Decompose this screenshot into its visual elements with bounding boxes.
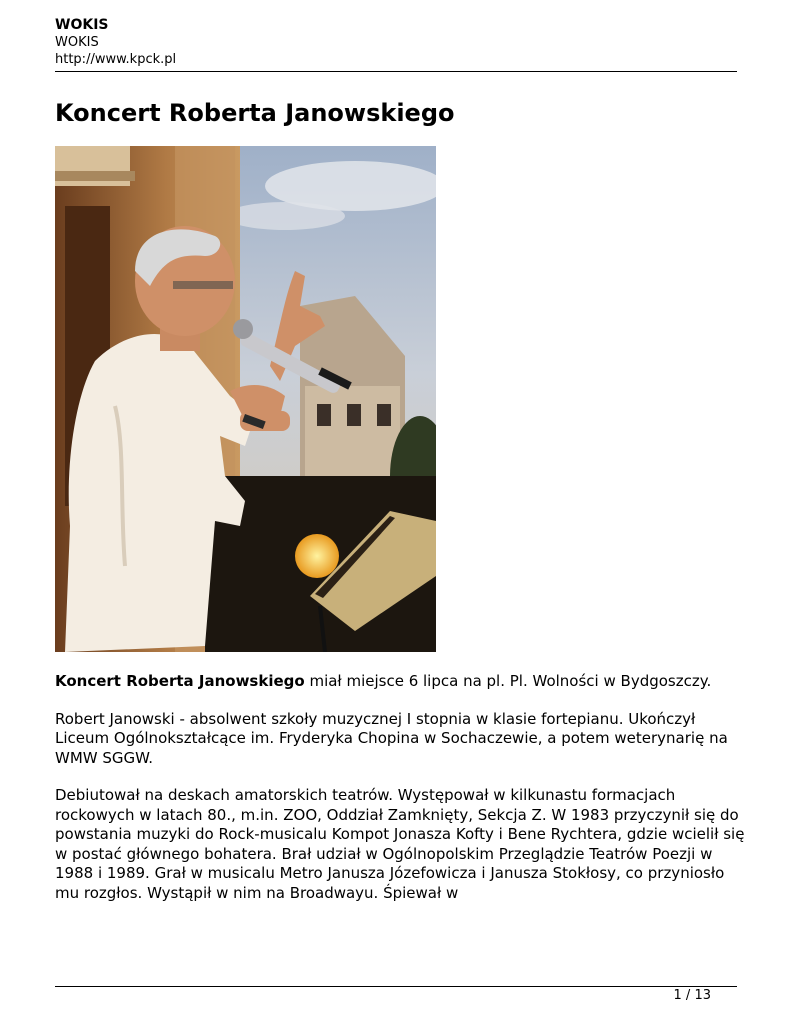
article-title: Koncert Roberta Janowskiego [55,99,455,127]
concert-photo [55,146,436,652]
site-subtitle: WOKIS [55,35,99,50]
footer-divider [55,986,737,987]
site-url-link[interactable]: http://www.kpck.pl [55,52,177,67]
lead-paragraph [55,672,745,692]
header-divider [55,71,737,72]
article-body [55,672,745,921]
lead-bold-text: Koncert Roberta Janowskiego [55,672,305,690]
paragraph-education: Robert Janowski - absolwent szkoły muzycznej I stopnia w klasie fortepianu. Ukończył Liceum Ogólnokształcące im. Fryderyka Chopina w Sochaczewie, a potem weterynarię na WMW SGGW. [55,709,728,767]
page-indicator: 1 / 13 [673,988,711,1003]
site-name: WOKIS [55,17,109,33]
page-header [55,17,737,68]
paragraph-career: Debiutował na deskach amatorskich teatrów. Występował w kilkunastu formacjach rockowych w latach 80., m.in. ZOO, Oddział Zamknięty, Sekcja Z. W 1983 przyczynił się do powstania muzyki do Rock-musicalu Kompot Jonasza Kofty i Bene Rychtera, gdzie wcielił się w postać głównego bohatera. Brał udział w Ogólnopolskim Przeglądzie Teatrów Poezji w 1988 i 1989. Grał w musicalu Metro Janusza Józefowicza i Janusza Stokłosy, co przyniosło mu rozgłos. Wystąpił w nim na Broadwayu. Śpiewał w [55,786,745,902]
lead-text: miał miejsce 6 lipca na pl. Pl. Wolności w Bydgoszczy. [304,672,712,690]
